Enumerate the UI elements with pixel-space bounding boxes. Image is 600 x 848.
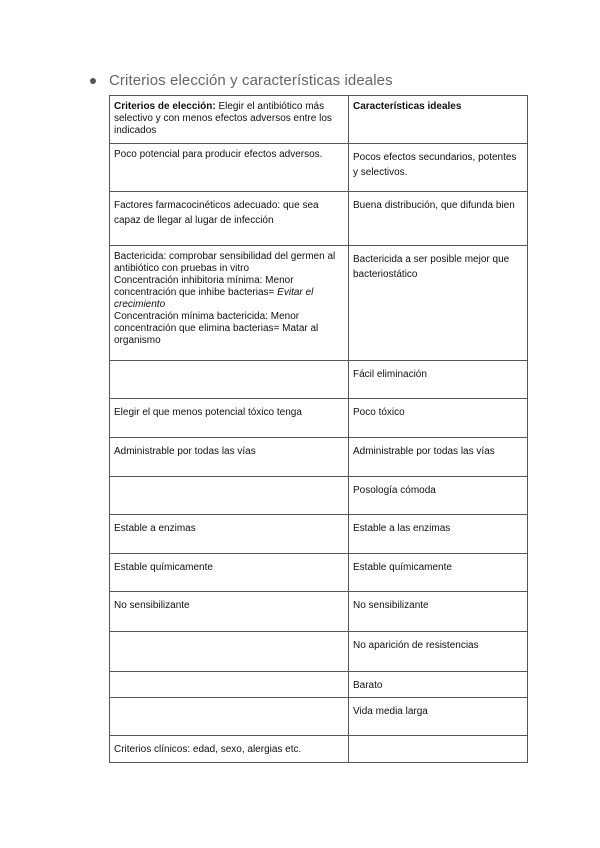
- table-cell-right: Barato: [349, 672, 528, 698]
- table-row: [110, 554, 528, 592]
- table-row: [110, 672, 528, 698]
- table-cell-left: No sensibilizante: [110, 592, 349, 632]
- cell-line: Concentración mínima bactericida: Menor concentración que elimina bacterias= Matar al organismo: [114, 311, 319, 346]
- table-cell-left: [110, 698, 349, 736]
- table-cell-left: [110, 361, 349, 399]
- table-row: [110, 632, 528, 672]
- table-row: [110, 438, 528, 477]
- cell-line: Bactericida: comprobar sensibilidad del germen al antibiótico con pruebas in vitro: [114, 251, 336, 274]
- table-cell-left: Elegir el que menos potencial tóxico tenga: [110, 399, 349, 438]
- table-cell-left: Estable a enzimas: [110, 515, 349, 554]
- table-cell-right: Fácil eliminación: [349, 361, 528, 399]
- table-cell-left: Criterios clínicos: edad, sexo, alergias etc.: [110, 736, 349, 763]
- section-heading: Criterios elección y características ideales: [109, 71, 393, 89]
- cell-line-text: Concentración inhibitoria mínima: Menor concentración que inhibe bacterias=: [114, 275, 294, 298]
- table-row: [110, 361, 528, 399]
- table-cell-right: Estable a las enzimas: [349, 515, 528, 554]
- table-row: [110, 399, 528, 438]
- header-cell-right: Características ideales: [349, 96, 528, 144]
- criteria-table: [109, 95, 528, 763]
- table-cell-right: [349, 736, 528, 763]
- bullet-icon: [90, 78, 96, 84]
- table-row: [110, 477, 528, 515]
- section-heading-row: [90, 70, 393, 90]
- table-row: [110, 698, 528, 736]
- table-cell-left: Factores farmacocinéticos adecuado: que sea capaz de llegar al lugar de infección: [110, 192, 349, 246]
- table-row: [110, 592, 528, 632]
- table-row: [110, 192, 528, 246]
- table-row: [110, 515, 528, 554]
- table-cell-left: [110, 246, 349, 361]
- table-cell-left: Administrable por todas las vías: [110, 438, 349, 477]
- table-cell-right: Poco tóxico: [349, 399, 528, 438]
- table-cell-left: Estable químicamente: [110, 554, 349, 592]
- table-cell-right: Administrable por todas las vías: [349, 438, 528, 477]
- table-header-row: [110, 96, 528, 144]
- header-left-bold: Criterios de elección:: [114, 101, 216, 112]
- table-cell-right: Pocos efectos secundarios, potentes y selectivos.: [349, 144, 528, 192]
- table-row: [110, 736, 528, 763]
- table-cell-right: Vida media larga: [349, 698, 528, 736]
- table-cell-left: [110, 672, 349, 698]
- table-cell-right: Posología cómoda: [349, 477, 528, 515]
- table-cell-left: [110, 632, 349, 672]
- cell-line-italic: Evitar el crecimiento: [114, 287, 314, 310]
- table-cell-right: Buena distribución, que difunda bien: [349, 192, 528, 246]
- table-cell-left: [110, 477, 349, 515]
- table-cell-right: Estable químicamente: [349, 554, 528, 592]
- table-cell-right: No sensibilizante: [349, 592, 528, 632]
- table-cell-right: Bactericida a ser posible mejor que bacteriostático: [349, 246, 528, 361]
- table-cell-left: Poco potencial para producir efectos adversos.: [110, 144, 349, 192]
- table-cell-right: No aparición de resistencias: [349, 632, 528, 672]
- header-left-text: Elegir el antibiótico más selectivo y con menos efectos adversos entre los indicados: [114, 101, 332, 136]
- header-cell-left: [110, 96, 349, 144]
- cell-line: [114, 275, 343, 311]
- table-row: [110, 144, 528, 192]
- table-row: [110, 246, 528, 361]
